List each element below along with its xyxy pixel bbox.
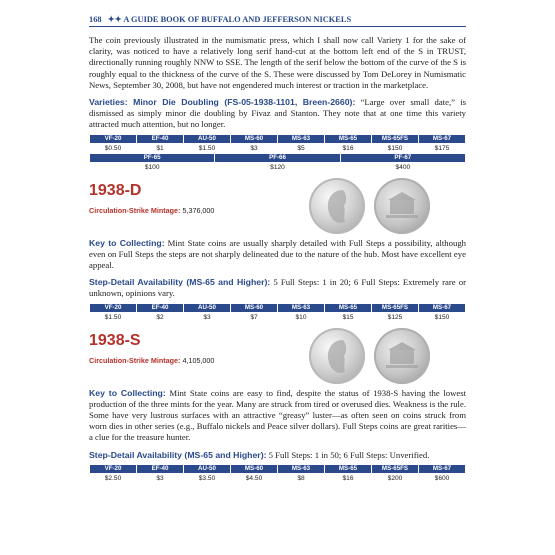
- proof-price-cell: $120: [270, 163, 285, 171]
- grade-header: MS-65FS: [372, 464, 419, 473]
- grade-header: MS-60: [231, 303, 278, 312]
- price-cell: $8: [297, 474, 305, 482]
- proof-price-cell: $400: [395, 163, 411, 171]
- grade-header: MS-60: [231, 464, 278, 473]
- grade-header: MS-65FS: [372, 303, 419, 312]
- varieties-text: “Large over small date,” is dismissed as simply minor die doubling by Fivaz and Stanton. They note that at one time this variety attracted much attention, but no longer.: [89, 97, 466, 130]
- proof-grade-header: PF-65: [90, 153, 215, 162]
- proof-grade-header: PF-66: [215, 153, 340, 162]
- grade-header: MS-63: [278, 464, 325, 473]
- price-cell: $150: [387, 144, 403, 152]
- price-cell: $175: [434, 144, 450, 152]
- entry-title: 1938-D: [89, 181, 142, 199]
- price-cell: $1.50: [198, 144, 216, 152]
- step-text: 5 Full Steps: 1 in 50; 6 Full Steps: Unverified.: [268, 449, 430, 460]
- price-table-1938: [89, 134, 466, 153]
- mintage-line: [89, 206, 214, 215]
- step-text: 5 Full Steps: 1 in 20; 6 Full Steps: Extremely rare or unknown, opinions vary.: [89, 277, 467, 299]
- grade-header: VF-20: [90, 134, 137, 143]
- varieties-label: Varieties: Minor Die Doubling (FS-05-1938-1101, Breen-2660):: [89, 97, 356, 108]
- grade-header: MS-65: [325, 134, 372, 143]
- price-cell: $600: [434, 474, 450, 482]
- proof-price-table-1938: [89, 153, 466, 172]
- grade-header: MS-67: [419, 134, 466, 143]
- key-label: Key to Collecting:: [89, 237, 165, 248]
- price-cell: $125: [387, 313, 403, 321]
- price-cell: $1: [156, 144, 164, 152]
- varieties-paragraph: [89, 97, 466, 131]
- grade-header: MS-63: [278, 134, 325, 143]
- step-label: Step-Detail Availability (MS-65 and Higher):: [89, 277, 271, 288]
- grade-header: MS-65: [325, 464, 372, 473]
- price-cell: $3: [156, 474, 164, 482]
- price-cell: $3: [203, 313, 211, 321]
- mintage-label: Circulation-Strike Mintage:: [89, 205, 181, 215]
- price-cell: $150: [434, 313, 450, 321]
- coin-obverse-image: [309, 178, 365, 234]
- price-cell: $2.50: [104, 474, 122, 482]
- grade-header: MS-65: [325, 303, 372, 312]
- page-number: 168: [89, 15, 102, 24]
- price-cell: $200: [387, 474, 403, 482]
- intro-paragraph: The coin previously illustrated in the numismatic press, which I shall now call Variety 1 for the sake of clarity, was noticed to have a relatively long serif hand-cut at the bottom left end of the S in TRUST, directionally running roughly NNW to SSE. The length of the serif below the bottom of the curve of the S is roughly equal to the thickness of the curve of the S. These were discussed by Tom DeLorey in Numismatic News, September 30, 2008, but have not engendered much interest or traction in the marketplace.: [89, 35, 466, 90]
- price-value-row: [90, 473, 466, 483]
- proof-value-row: [90, 162, 466, 172]
- price-table-1938d: [89, 303, 466, 322]
- price-cell: $10: [295, 313, 307, 321]
- price-cell: $15: [342, 313, 354, 321]
- price-table-1938s: [89, 464, 466, 483]
- mintage-value: 5,376,000: [182, 205, 215, 215]
- coin-reverse-image: [374, 328, 430, 384]
- price-cell: $2: [156, 313, 164, 321]
- header-separator: ✦✦: [107, 15, 122, 24]
- price-cell: $1.50: [104, 313, 122, 321]
- grade-header: AU-50: [184, 303, 231, 312]
- grade-header: VF-20: [90, 464, 137, 473]
- coin-obverse-image: [309, 328, 365, 384]
- grade-header: VF-20: [90, 303, 137, 312]
- price-header-row: [90, 303, 466, 312]
- running-header: [89, 14, 466, 27]
- entry-1938d-heading: [89, 178, 466, 238]
- book-title: A GUIDE BOOK OF BUFFALO AND JEFFERSON NICKELS: [123, 15, 352, 24]
- price-cell: $4.50: [245, 474, 263, 482]
- grade-header: EF-40: [137, 303, 184, 312]
- step-detail-1938s: [89, 450, 466, 461]
- step-label: Step-Detail Availability (MS-65 and Higher):: [89, 449, 267, 460]
- mintage-value: 4,105,000: [182, 355, 215, 365]
- proof-header-row: [90, 153, 466, 162]
- key-to-collecting-1938s: [89, 388, 466, 444]
- grade-header: MS-60: [231, 134, 278, 143]
- entry-1938s-heading: [89, 328, 466, 388]
- price-cell: $16: [342, 144, 354, 152]
- proof-grade-header: PF-67: [340, 153, 465, 162]
- price-cell: $3: [250, 144, 258, 152]
- step-detail-1938d: [89, 277, 466, 299]
- mintage-label: Circulation-Strike Mintage:: [89, 355, 181, 365]
- grade-header: MS-65FS: [372, 134, 419, 143]
- grade-header: EF-40: [137, 134, 184, 143]
- price-cell: $3.50: [198, 474, 216, 482]
- coin-reverse-image: [374, 178, 430, 234]
- grade-header: EF-40: [137, 464, 184, 473]
- entry-title: 1938-S: [89, 331, 141, 349]
- key-text: Mint State coins are easy to find, despite the status of 1938-S having the lowest production of the three mints for the year. Many are struck from tired or overused dies. Weakness is the rule. Some have very lustrous surfaces with an attractive “greasy” luster—as often seen on coins struck from worn dies in other series (e.g., Buffalo nickels and Peace silver dollars). Full Steps coins are great rarities—a clue for the treasure hunter.: [89, 387, 466, 443]
- price-header-row: [90, 134, 466, 143]
- grade-header: AU-50: [184, 134, 231, 143]
- price-value-row: [90, 143, 466, 153]
- mintage-line: [89, 356, 214, 365]
- grade-header: AU-50: [184, 464, 231, 473]
- grade-header: MS-67: [419, 464, 466, 473]
- proof-price-cell: $100: [144, 163, 160, 171]
- grade-header: MS-63: [278, 303, 325, 312]
- price-cell: $7: [250, 313, 258, 321]
- key-text: Mint State coins are usually sharply detailed with Full Steps a possibility, although even on Full Steps the steps are not sharply delineated due to the nature of the hub. Most have excellent eye appeal.: [89, 237, 467, 271]
- price-cell: $0.50: [104, 144, 122, 152]
- price-header-row: [90, 464, 466, 473]
- key-to-collecting-1938d: [89, 238, 466, 272]
- price-cell: $16: [342, 474, 354, 482]
- book-page: [89, 14, 466, 483]
- key-label: Key to Collecting:: [89, 387, 166, 398]
- grade-header: MS-67: [419, 303, 466, 312]
- price-cell: $5: [297, 144, 305, 152]
- price-value-row: [90, 312, 466, 322]
